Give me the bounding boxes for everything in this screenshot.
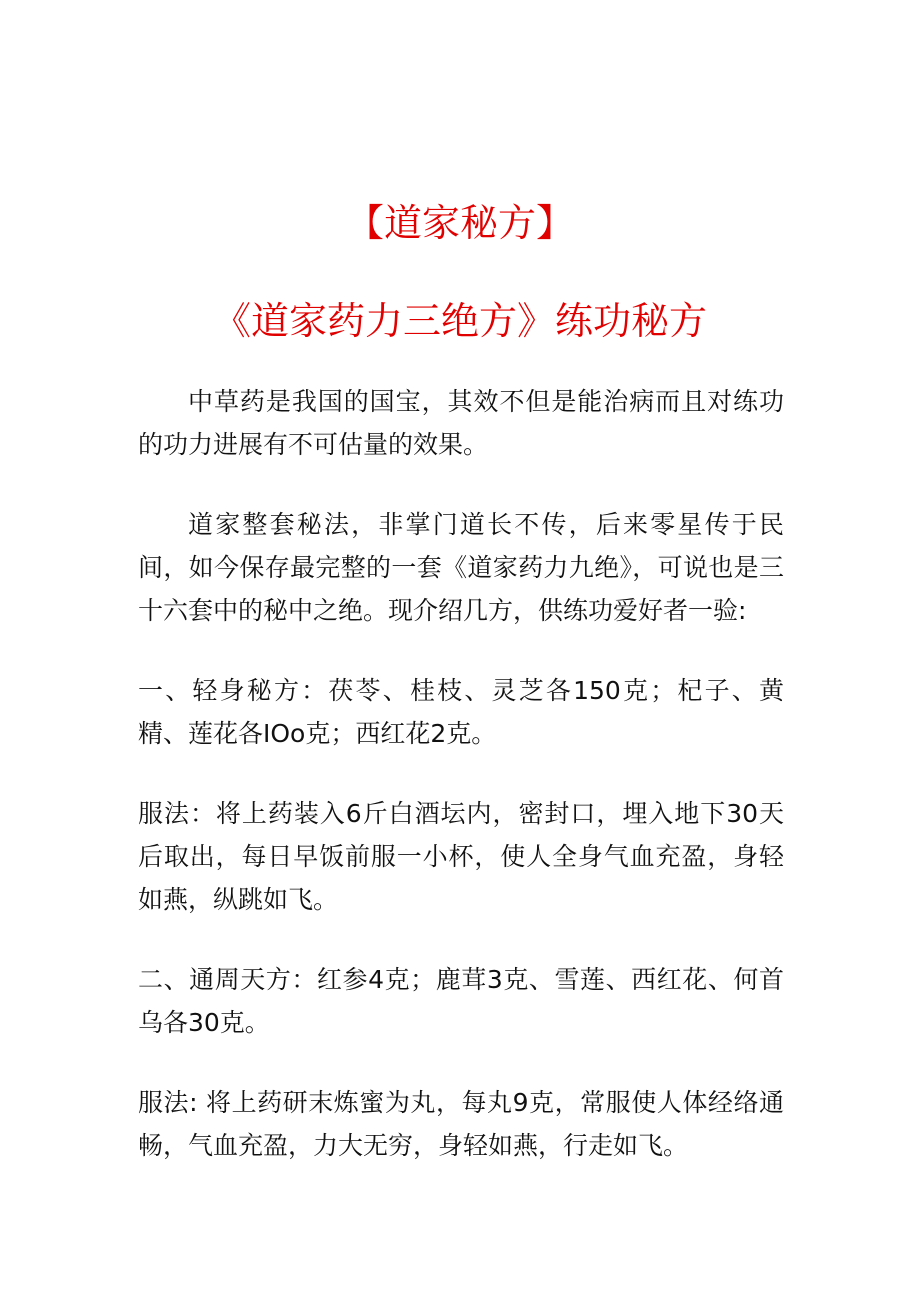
paragraph-recipe-2: 二、通周天方：红参4克；鹿茸3克、雪莲、西红花、何首乌各30克。 — [138, 965, 784, 1037]
paragraph-intro: 中草药是我国的国宝，其效不但是能治病而且对练功的功力进展有不可估量的效果。 — [138, 387, 784, 459]
paragraph-recipe-1: 一、轻身秘方：茯苓、桂枝、灵芝各150克；杞子、黄精、莲花各IOo克；西红花2克。 — [138, 676, 784, 748]
paragraph-usage-1: 服法：将上药装入6斤白酒坛内，密封口，埋入地下30天后取出，每日早饭前服一小杯，使人全身气血充盈，身轻如燕，纵跳如飞。 — [138, 799, 784, 914]
document-title: 【道家秘方】 — [345, 201, 574, 245]
document-body — [138, 380, 784, 1204]
paragraph-usage-2: 服法: 将上药研末炼蜜为丸，每丸9克，常服使人体经络通畅，气血充盈，力大无穷，身轻如燕，行走如飞。 — [138, 1088, 784, 1160]
paragraph-background: 道家整套秘法，非掌门道长不传，后来零星传于民间，如今保存最完整的一套《道家药力九绝》，可说也是三十六套中的秘中之绝。现介绍几方，供练功爱好者一验: — [138, 510, 784, 625]
document-subtitle: 《道家药力三绝方》练功秘方 — [212, 299, 707, 343]
